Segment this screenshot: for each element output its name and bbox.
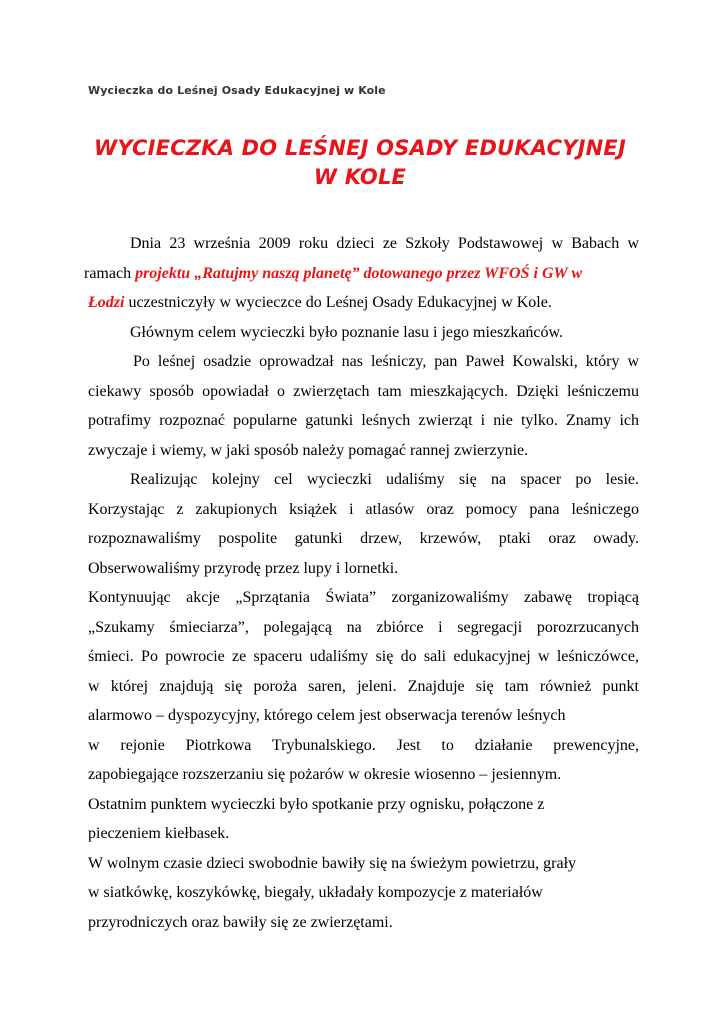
body-line: W wolnym czasie dzieci swobodnie bawiły się na świeżym powietrzu, grały [88, 854, 577, 872]
body-line: ciekawy sposób opowiadał o zwierzętach tam mieszkających. Dzięki leśniczemu [88, 382, 639, 400]
body-line: Ostatnim punktem wycieczki było spotkanie przy ognisku, połączone z [88, 795, 545, 813]
body-line: rozpoznawaliśmy pospolite gatunki drzew, krzewów, ptaki oraz owady. [88, 530, 639, 547]
body-line: potrafimy rozpoznać popularne gatunki leśnych zwierząt i nie tylko. Znamy ich [88, 412, 639, 429]
body-line: Realizując kolejny cel wycieczki udaliśmy się na spacer po lesie. [130, 471, 639, 488]
body-line: zapobiegające rozszerzaniu się pożarów w okresie wiosenno – jesiennym. [88, 766, 562, 783]
body-line: Po leśnej osadzie oprowadzał nas leśniczy, pan Paweł Kowalski, który w [133, 353, 639, 370]
body-line: zwyczaje i wiemy, w jaki sposób należy pomagać rannej zwierzynie. [88, 441, 529, 459]
body-line: Dnia 23 września 2009 roku dzieci ze Szkoły Podstawowej w Babach w [130, 235, 639, 252]
body-line: przyrodniczych oraz bawiły się ze zwierzętami. [88, 913, 393, 931]
page-title [60, 134, 660, 192]
project-highlight: projektu „Ratujmy naszą planetę” dotowanego przez WFOŚ i GW w [135, 264, 583, 282]
body-line [84, 259, 639, 289]
body-line: pieczeniem kiełbasek. [88, 825, 230, 842]
body-line: Obserwowaliśmy przyrodę przez lupy i lornetki. [88, 559, 399, 577]
body-line [88, 288, 639, 318]
title-line-1: WYCIECZKA DO LEŚNEJ OSADY EDUKACYJNEJ [94, 136, 626, 160]
body-text: uczestniczyły w wycieczce do Leśnej Osady Edukacyjnej w Kole. [124, 294, 552, 311]
title-line-2: W KOLE [313, 165, 407, 189]
body-line: Korzystając z zakupionych książek i atlasów oraz pomocy pana leśniczego [88, 500, 639, 518]
running-header: Wycieczka do Leśnej Osady Edukacyjnej w Kole [88, 84, 386, 97]
body-line: w rejonie Piotrkowa Trybunalskiego. Jest to działanie prewencyjne, [88, 736, 639, 754]
body-line: „Szukamy śmieciarza”, polegającą na zbiórce i segregacji porozrzucanych [88, 618, 639, 636]
body-line: śmieci. Po powrocie ze spaceru udaliśmy się do sali edukacyjnej w leśniczówce, [88, 648, 639, 665]
article-body [84, 229, 639, 937]
body-line: w której znajdują się poroża saren, jeleni. Znajduje się tam również punkt [88, 677, 639, 695]
body-line: w siatkówkę, koszykówkę, biegały, układały kompozycje z materiałów [88, 884, 543, 901]
body-line: Kontynuując akcje „Sprzątania Świata” zorganizowaliśmy zabawę tropiącą [88, 589, 639, 606]
body-line: alarmowo – dyspozycyjny, którego celem jest obserwacja terenów leśnych [88, 707, 566, 724]
body-text: ramach [84, 264, 136, 282]
body-line: Głównym celem wycieczki było poznanie lasu i jego mieszkańców. [130, 323, 564, 341]
project-highlight: Łodzi [88, 294, 125, 311]
